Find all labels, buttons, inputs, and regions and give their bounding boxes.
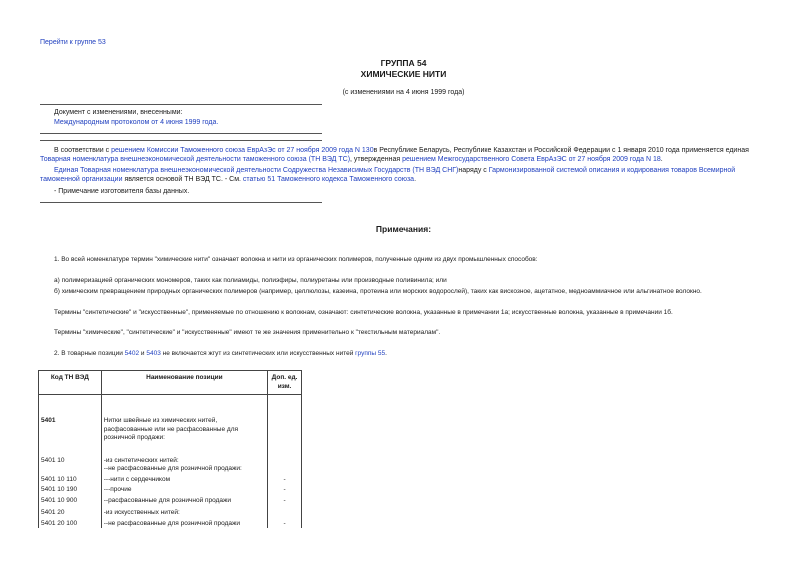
code-cell: 5401 10 190 bbox=[39, 486, 102, 497]
notice-text: . bbox=[660, 156, 663, 163]
unit-cell bbox=[268, 457, 302, 476]
table-row bbox=[39, 395, 302, 457]
notice-text: . bbox=[414, 176, 417, 183]
group-55-link[interactable]: группы 55 bbox=[355, 350, 386, 357]
code-cell: 5401 10 bbox=[39, 457, 102, 476]
code-cell: 5401 20 100 bbox=[39, 520, 102, 529]
protocol-link[interactable]: Международным протоколом от 4 июня 1999 года. bbox=[54, 119, 219, 126]
table-header-row bbox=[39, 371, 302, 395]
table-row bbox=[39, 476, 302, 487]
notice-text: наряду с bbox=[458, 167, 489, 174]
council-decision-link[interactable]: решением Межгосударственного Совета ЕврАзЭС от 27 ноября 2009 года N 18 bbox=[402, 156, 661, 163]
name-cell: -из синтетических нитей: --не расфасованные для розничной продажи: bbox=[101, 457, 267, 476]
unit-cell: - bbox=[268, 497, 302, 510]
note-1c: Термины "синтетические" и "искусственные", применяемые по отношению к волокнам, означают: синтетические волокна, указанные в примечании 1а; искусственные волокна, указанные в примечании 1б. bbox=[54, 309, 673, 316]
commission-decision-link[interactable]: решением Комиссии Таможенного союза ЕврАзЭс от 27 ноября 2009 года N 130 bbox=[111, 147, 374, 154]
unit-cell: - bbox=[268, 520, 302, 529]
note-text: 2. В товарные позиции bbox=[54, 350, 125, 357]
divider bbox=[40, 202, 322, 203]
customs-code-article-link[interactable]: статью 51 Таможенного кодекса Таможенного союза bbox=[242, 176, 415, 183]
code-cell: 5401 20 bbox=[39, 509, 102, 520]
db-maker-note: - Примечание изготовителя базы данных. bbox=[54, 188, 190, 195]
unit-cell: - bbox=[268, 476, 302, 487]
tariff-code-table bbox=[38, 370, 302, 528]
notice-paragraph-2 bbox=[40, 166, 768, 184]
table-row bbox=[39, 457, 302, 476]
notice-text: , утвержденная bbox=[350, 156, 403, 163]
code-cell: 5401 10 110 bbox=[39, 476, 102, 487]
unit-cell bbox=[268, 395, 302, 457]
unit-cell: - bbox=[268, 486, 302, 497]
note-2 bbox=[54, 350, 774, 359]
note-1: 1. Во всей номенклатуре термин "химические нити" означает волокна и нити из органических полимеров, полученные одним из двух промышленных способов: bbox=[54, 256, 538, 263]
column-header-code: Код ТН ВЭД bbox=[39, 371, 102, 395]
note-1a: а) полимеризацией органических мономеров, таких как полиамиды, полиэфиры, полиуретаны или производные поливинила; или bbox=[54, 277, 447, 284]
notes-heading: Примечания: bbox=[375, 224, 432, 234]
notice-text: в Республике Беларусь, Республике Казахстан и Российской Федерации с 1 января 2010 года применяется единая bbox=[373, 147, 749, 154]
note-text: и bbox=[139, 350, 147, 357]
amendments-note: (с изменениями на 4 июня 1999 года) bbox=[342, 89, 465, 96]
tn-ved-ts-link[interactable]: Товарная номенклатура внешнеэкономической деятельности таможенного союза (ТН ВЭД ТС) bbox=[40, 156, 351, 163]
column-header-name: Наименование позиции bbox=[101, 371, 267, 395]
note-text: не включается жгут из синтетических или искусственных нитей bbox=[160, 350, 356, 357]
harmonized-system-link[interactable]: Гармонизированной системой описания и кодирования товаров Всемирной таможенной организации bbox=[40, 167, 736, 183]
code-cell: 5401 bbox=[39, 395, 102, 457]
table-row bbox=[39, 509, 302, 520]
name-cell: --расфасованные для розничной продажи bbox=[101, 497, 267, 510]
name-cell: Нитки швейные из химических нитей, расфасованные или не расфасованные для розничной продажи: bbox=[101, 395, 267, 457]
doc-changes-label: Документ с изменениями, внесенными: bbox=[54, 109, 183, 116]
note-text: . bbox=[385, 350, 387, 357]
column-header-unit: Доп. ед. изм. bbox=[268, 371, 302, 395]
unit-cell bbox=[268, 509, 302, 520]
name-cell: ---прочие bbox=[101, 486, 267, 497]
code-cell: 5401 10 900 bbox=[39, 497, 102, 510]
table-row bbox=[39, 497, 302, 510]
table-row bbox=[39, 520, 302, 529]
divider bbox=[40, 133, 322, 134]
heading-5403-link[interactable]: 5403 bbox=[146, 350, 161, 357]
heading-5402-link[interactable]: 5402 bbox=[124, 350, 140, 357]
note-1d: Термины "химические", "синтетические" и "искусственные" имеют те же значения применительно к "текстильным материалам". bbox=[54, 329, 441, 336]
name-cell: ---нити с сердечником bbox=[101, 476, 267, 487]
divider bbox=[40, 140, 322, 141]
notice-text: В соответствии с bbox=[54, 147, 112, 154]
tn-ved-sng-link[interactable]: Единая Товарная номенклатура внешнеэкономической деятельности Содружества Независимых Государств (ТН ВЭД СНГ) bbox=[54, 167, 459, 174]
name-cell: --не расфасованные для розничной продажи bbox=[101, 520, 267, 529]
table-row bbox=[39, 486, 302, 497]
name-cell: -из искусственных нитей: bbox=[101, 509, 267, 520]
page-title: ХИМИЧЕСКИЕ НИТИ bbox=[360, 69, 447, 79]
group-number: ГРУППА 54 bbox=[380, 58, 427, 68]
divider bbox=[40, 104, 322, 105]
notice-paragraph-1 bbox=[40, 146, 768, 164]
notice-text: является основой ТН ВЭД ТС. - См. bbox=[122, 176, 243, 183]
back-to-group-53-link[interactable]: Перейти к группе 53 bbox=[40, 39, 106, 46]
note-1b: б) химическим превращением природных органических полимеров (например, целлюлозы, казеина, протеина или морских водорослей), таких как вискозное, ацетатное, медноаммиачное или альгинатное волокно. bbox=[54, 288, 702, 295]
